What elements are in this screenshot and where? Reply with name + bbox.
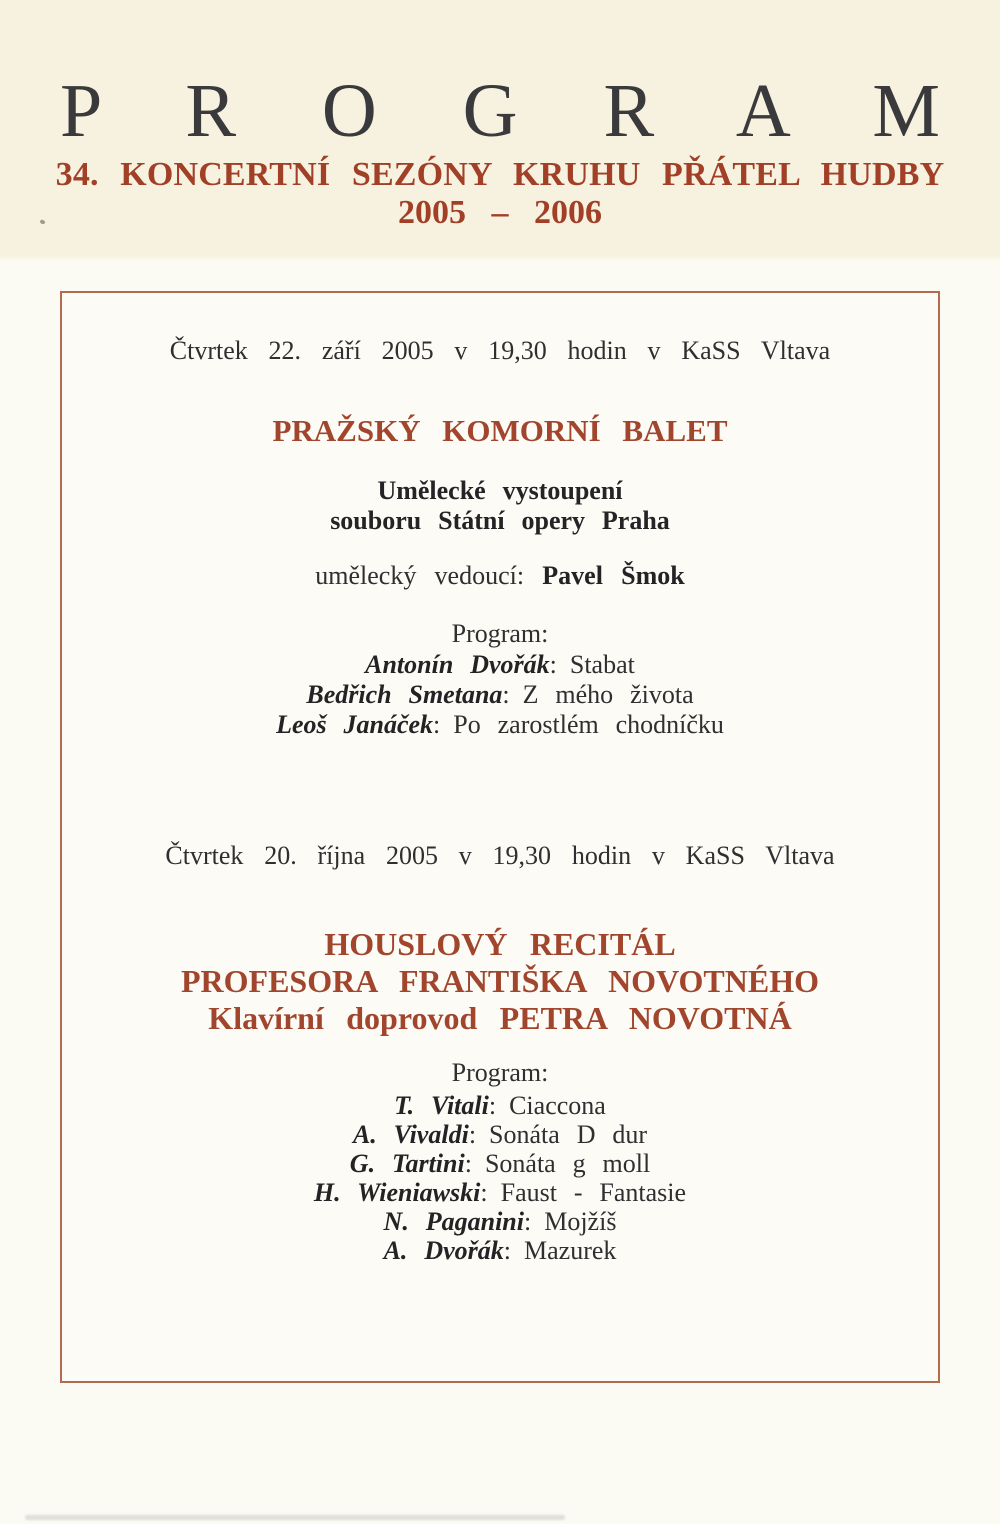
composer-name: Antonín Dvořák [365, 650, 550, 680]
piece-name: Po zarostlém chodníčku [453, 710, 724, 740]
program-item [62, 680, 938, 710]
ensemble-lines [62, 476, 938, 536]
season-years: 2005 – 2006 [398, 194, 602, 232]
scanned-document-page [0, 68, 1000, 1524]
colon-separator: : [523, 1207, 532, 1237]
concert-date: Čtvrtek 22. září 2005 v 19,30 hodin v KaSS Vltava [169, 336, 831, 366]
program-item [62, 1178, 938, 1207]
piece-name: Z mého života [522, 680, 694, 710]
artistic-director-name: Pavel Šmok [542, 561, 685, 591]
program-item [62, 650, 938, 680]
colon-separator: : [468, 1120, 477, 1150]
concert-title: PRAŽSKÝ KOMORNÍ BALET [272, 413, 728, 449]
program-item [62, 1120, 938, 1149]
colon-separator: : [549, 650, 557, 680]
composer-name: Leoš Janáček [276, 710, 434, 740]
colon-separator: : [433, 710, 441, 740]
program-list [62, 650, 938, 740]
composer-name: A. Vivaldi [352, 1120, 469, 1150]
concert-title-line: HOUSLOVÝ RECITÁL [324, 926, 676, 963]
colon-separator: : [502, 680, 510, 710]
season-title: 34. KONCERTNÍ SEZÓNY KRUHU PŘÁTEL HUDBY [55, 156, 945, 194]
piece-name: Faust - Fantasie [500, 1178, 687, 1208]
colon-separator: : [488, 1091, 497, 1121]
program-item [62, 1149, 938, 1178]
concert-title-line: Klavírní doprovod PETRA NOVOTNÁ [208, 1000, 792, 1037]
concert-section-2 [62, 840, 938, 1265]
program-item [62, 1236, 938, 1265]
composer-name: T. Vitali [394, 1091, 489, 1121]
scan-smudge-artifact [25, 1515, 565, 1520]
piece-name: Mazurek [524, 1236, 617, 1266]
ensemble-line: souboru Státní opery Praha [330, 506, 670, 536]
program-box [60, 291, 940, 1383]
program-list [62, 1091, 938, 1265]
piece-name: Stabat [569, 650, 635, 680]
ensemble-line: Umělecké vystoupení [377, 476, 623, 506]
piece-name: Sonáta g moll [484, 1149, 651, 1179]
colon-separator: : [503, 1236, 511, 1266]
concert-title [62, 926, 938, 1037]
composer-name: A. Dvořák [383, 1236, 504, 1266]
composer-name: N. Paganini [383, 1207, 524, 1237]
composer-name: H. Wieniawski [313, 1178, 481, 1208]
piece-name: Sonáta D dur [489, 1120, 648, 1150]
concert-title-line: PROFESORA FRANTIŠKA NOVOTNÉHO [180, 963, 820, 1000]
colon-separator: : [480, 1178, 488, 1208]
program-label: Program: [451, 619, 549, 649]
concert-date: Čtvrtek 20. října 2005 v 19,30 hodin v KaSS Vltava [165, 841, 835, 871]
piece-name: Mojžíš [544, 1207, 617, 1237]
concert-section-1 [62, 335, 938, 740]
program-label: Program: [451, 1058, 549, 1088]
artistic-director-line [62, 560, 938, 592]
composer-name: G. Tartini [349, 1149, 465, 1179]
composer-name: Bedřich Smetana [306, 680, 503, 710]
colon-separator: : [464, 1149, 472, 1179]
artistic-director-label: umělecký vedoucí: [315, 561, 525, 591]
program-item [62, 710, 938, 740]
page-header [0, 68, 1000, 232]
page-title: P R O G R A M [60, 69, 940, 153]
program-item [62, 1091, 938, 1120]
piece-name: Ciaccona [509, 1091, 606, 1121]
program-item [62, 1207, 938, 1236]
